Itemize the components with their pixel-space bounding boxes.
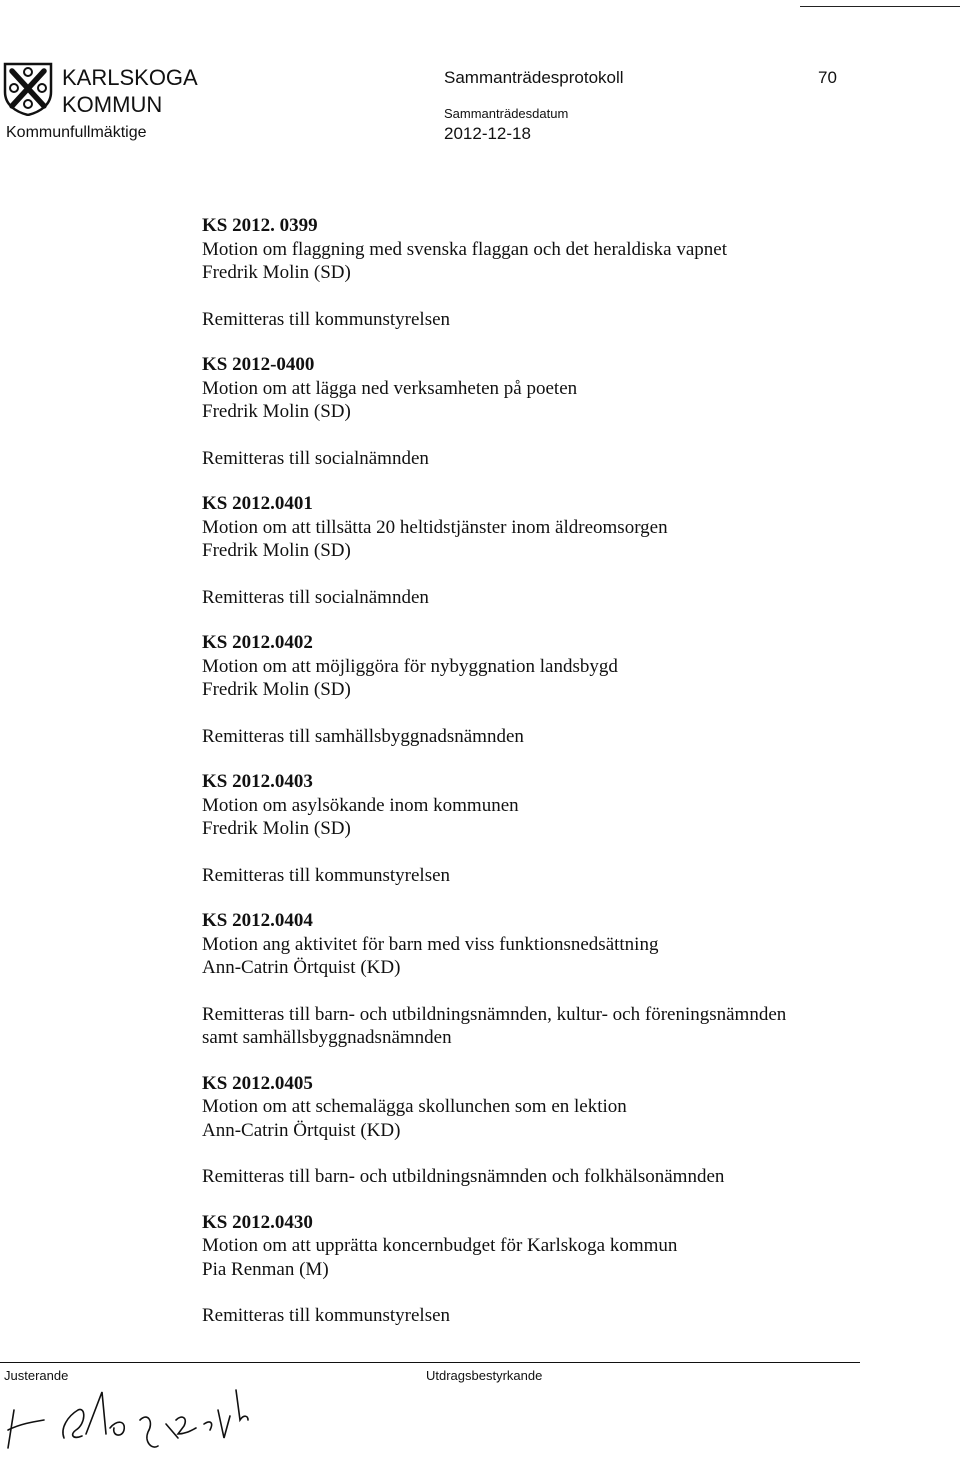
organization-name: [62, 64, 198, 118]
motion-author: Ann-Catrin Örtquist (KD): [202, 1119, 401, 1141]
motion-item: [202, 631, 902, 748]
footer-rule: [0, 1362, 860, 1363]
motion-title: Motion om asylsökande inom kommunen: [202, 794, 519, 816]
motion-author: Fredrik Molin (SD): [202, 401, 351, 422]
referral-decision: samt samhällsbyggnadsnämnden: [202, 1027, 452, 1048]
page-number: 70: [818, 68, 837, 87]
spacer: [202, 563, 902, 586]
utdragsbestyrkande-label: Utdragsbestyrkande: [426, 1368, 543, 1383]
referral-decision: Remitteras till samhällsbyggnadsnämnden: [202, 725, 524, 747]
motion-item: [202, 909, 902, 1050]
motion-author: Ann-Catrin Örtquist (KD): [202, 957, 401, 978]
motion-item: [202, 492, 902, 609]
meeting-date-label: Sammanträdesdatum: [444, 106, 569, 121]
department: Kommunfullmäktige: [6, 124, 147, 141]
meeting-date-value: 2012-12-18: [444, 124, 531, 143]
motion-title: Motion ang aktivitet för barn med viss funktionsnedsättning: [202, 933, 659, 955]
case-number: KS 2012. 0399: [202, 215, 318, 236]
referral-decision: Remitteras till barn- och utbildningsnämnden och folkhälsonämnden: [202, 1166, 725, 1187]
org-line-2: KOMMUN: [62, 92, 163, 117]
spacer: [202, 1281, 902, 1304]
justerande-label: Justerande: [4, 1368, 69, 1383]
document-type: Sammanträdesprotokoll: [444, 68, 624, 87]
case-number: KS 2012.0404: [202, 910, 313, 931]
motion-title: Motion om att tillsätta 20 heltidstjänster inom äldreomsorgen: [202, 516, 668, 538]
motion-title: Motion om att lägga ned verksamheten på poeten: [202, 377, 578, 399]
spacer: [202, 702, 902, 725]
case-number: KS 2012.0430: [202, 1211, 313, 1233]
motion-title: Motion om att möjliggöra för nybyggnation landsbygd: [202, 655, 618, 677]
spacer: [202, 980, 902, 1003]
motion-item: [202, 214, 902, 331]
referral-decision: Remitteras till socialnämnden: [202, 447, 429, 469]
motion-title: Motion om att schemalägga skollunchen som en lektion: [202, 1096, 627, 1117]
handwritten-signature: [2, 1380, 262, 1452]
spacer: [202, 424, 902, 447]
referral-decision: Remitteras till kommunstyrelsen: [202, 1305, 451, 1326]
motion-item: [202, 353, 902, 470]
motion-author: Fredrik Molin (SD): [202, 540, 351, 561]
case-number: KS 2012.0405: [202, 1072, 313, 1094]
referral-decision: Remitteras till kommunstyrelsen: [202, 864, 451, 886]
referral-decision: Remitteras till kommunstyrelsen: [202, 308, 451, 330]
case-number: KS 2012.0402: [202, 632, 313, 653]
case-number: KS 2012.0401: [202, 493, 313, 514]
referral-decision: Remitteras till socialnämnden: [202, 586, 429, 608]
motion-author: Fredrik Molin (SD): [202, 679, 351, 700]
case-number: KS 2012-0400: [202, 354, 315, 375]
motion-author: Pia Renman (M): [202, 1258, 329, 1280]
motion-title: Motion om flaggning med svenska flaggan och det heraldiska vapnet: [202, 238, 728, 260]
motion-title: Motion om att upprätta koncernbudget för Karlskoga kommun: [202, 1235, 678, 1256]
spacer: [202, 841, 902, 864]
org-line-1: KARLSKOGA: [62, 65, 198, 90]
spacer: [202, 1142, 902, 1165]
motion-list: [202, 214, 902, 1350]
motion-author: Fredrik Molin (SD): [202, 818, 351, 839]
spacer: [202, 285, 902, 308]
motion-author: Fredrik Molin (SD): [202, 262, 351, 283]
case-number: KS 2012.0403: [202, 771, 313, 792]
motion-item: [202, 1211, 902, 1328]
referral-decision: Remitteras till barn- och utbildningsnämnden, kultur- och föreningsnämnden: [202, 1003, 787, 1025]
motion-item: [202, 770, 902, 887]
karlskoga-coat-of-arms-icon: [2, 62, 54, 116]
motion-item: [202, 1072, 902, 1189]
top-rule: [800, 6, 960, 7]
